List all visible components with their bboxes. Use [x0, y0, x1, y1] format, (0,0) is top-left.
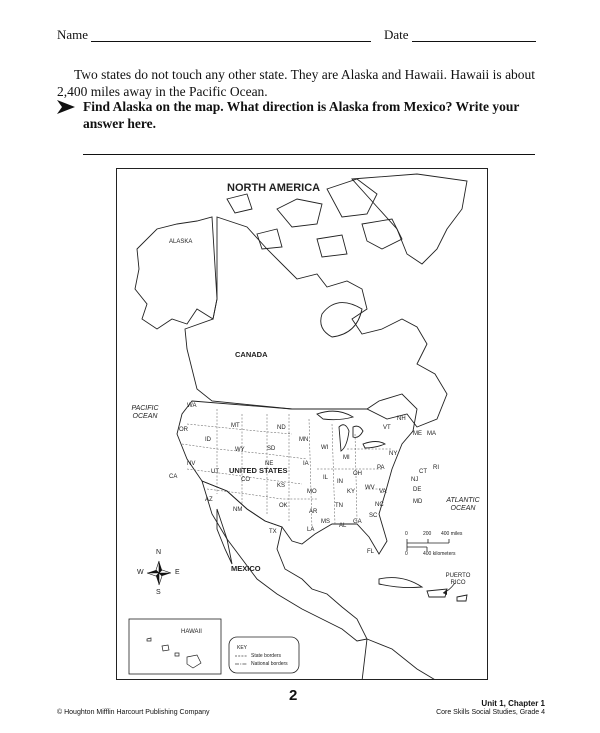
state-label-va: VA [379, 489, 387, 495]
compass-w: W [137, 569, 144, 576]
intro-paragraph: Two states do not touch any other state. They are Alaska and Hawaii. Hawaii is about 2,400 miles away in the Pacific Ocean. [57, 67, 536, 99]
map-title: NORTH AMERICA [227, 182, 321, 194]
scale-400-miles: 400 miles [441, 531, 463, 537]
state-label-ca: CA [169, 474, 178, 480]
state-label-ms: MS [321, 519, 330, 525]
state-label-az: AZ [205, 497, 213, 503]
scale-200: 200 [423, 531, 432, 537]
scale-zero-km: 0 [405, 551, 408, 557]
north-america-map [116, 168, 488, 680]
state-label-sc: SC [369, 513, 378, 519]
unit-chapter: Unit 1, Chapter 1 [481, 699, 545, 708]
state-label-co: CO [241, 477, 250, 483]
state-label-nv: NV [187, 461, 196, 467]
state-label-mt: MT [231, 423, 240, 429]
state-label-mn: MN [299, 437, 309, 443]
name-label: Name [57, 27, 89, 42]
state-label-me: ME [413, 431, 422, 437]
state-label-in: IN [337, 479, 343, 485]
state-label-fl: FL [367, 549, 375, 555]
state-label-ky: KY [347, 489, 356, 495]
canada-label: CANADA [235, 350, 268, 359]
state-label-wy: WY [235, 447, 245, 453]
key-title: KEY [237, 645, 248, 651]
key-state-borders: State borders [251, 653, 282, 659]
date-label: Date [384, 27, 409, 42]
state-label-ga: GA [353, 519, 362, 525]
mexico-label: MEXICO [231, 564, 261, 573]
name-field[interactable] [91, 41, 371, 42]
state-label-ma: MA [427, 431, 436, 437]
state-label-md: MD [413, 499, 423, 505]
compass-n: N [156, 549, 162, 556]
state-label-wi: WI [321, 445, 329, 451]
hawaii-inset [129, 619, 221, 674]
state-label-ia: IA [303, 461, 309, 467]
state-label-mo: MO [307, 489, 317, 495]
state-label-nd: ND [277, 425, 286, 431]
state-label-or: OR [179, 427, 188, 433]
copyright: © Houghton Mifflin Harcourt Publishing Company [57, 709, 210, 716]
state-label-pa: PA [377, 465, 385, 471]
compass-s: S [156, 589, 161, 596]
hawaii-label: HAWAII [181, 629, 202, 635]
state-label-vt: VT [383, 425, 391, 431]
question-text: Find Alaska on the map. What direction is Alaska from Mexico? Write your answer here. [83, 99, 520, 131]
course-title: Core Skills Social Studies, Grade 4 [436, 709, 545, 716]
state-label-tx: TX [269, 529, 277, 535]
state-label-sd: SD [267, 446, 276, 452]
compass-e: E [175, 569, 180, 576]
state-label-nh: NH [397, 416, 406, 422]
pacific-ocean-label: PACIFIC OCEAN [131, 405, 159, 420]
puerto-rico-label: PUERTO RICO [445, 573, 471, 586]
state-label-mi: MI [343, 455, 350, 461]
state-label-ct: CT [419, 469, 427, 475]
answer-line[interactable] [83, 154, 535, 155]
state-label-ks: KS [277, 483, 286, 489]
atlantic-ocean-label: ATLANTIC OCEAN [446, 497, 480, 512]
scale-zero: 0 [405, 531, 408, 537]
state-label-ri: RI [433, 465, 439, 471]
state-label-ar: AR [309, 509, 318, 515]
state-label-il: IL [323, 475, 329, 481]
state-label-nc: NC [375, 502, 384, 508]
arrow-bullet-icon [57, 100, 75, 114]
scale-400-km: 400 kilometers [423, 551, 456, 557]
state-label-de: DE [413, 487, 422, 493]
state-label-tn: TN [335, 503, 343, 509]
state-label-nj: NJ [411, 477, 419, 483]
state-label-ne: NE [265, 461, 274, 467]
state-label-ut: UT [211, 469, 219, 475]
state-label-ny: NY [389, 451, 398, 457]
map-scale [407, 539, 449, 551]
united-states-label: UNITED STATES [229, 466, 288, 475]
state-label-nm: NM [233, 507, 243, 513]
state-label-al: AL [339, 523, 347, 529]
name-date-header [57, 27, 557, 47]
alaska-label: ALASKA [169, 239, 193, 245]
state-label-wv: WV [365, 485, 375, 491]
date-field[interactable] [412, 41, 536, 42]
page-number: 2 [289, 687, 298, 704]
state-label-la: LA [307, 527, 315, 533]
state-label-id: ID [205, 437, 211, 443]
state-label-oh: OH [353, 471, 362, 477]
state-label-ok: OK [279, 503, 288, 509]
key-national-borders: National borders [251, 661, 288, 667]
state-label-wa: WA [187, 403, 197, 409]
compass-rose-icon [147, 561, 171, 585]
